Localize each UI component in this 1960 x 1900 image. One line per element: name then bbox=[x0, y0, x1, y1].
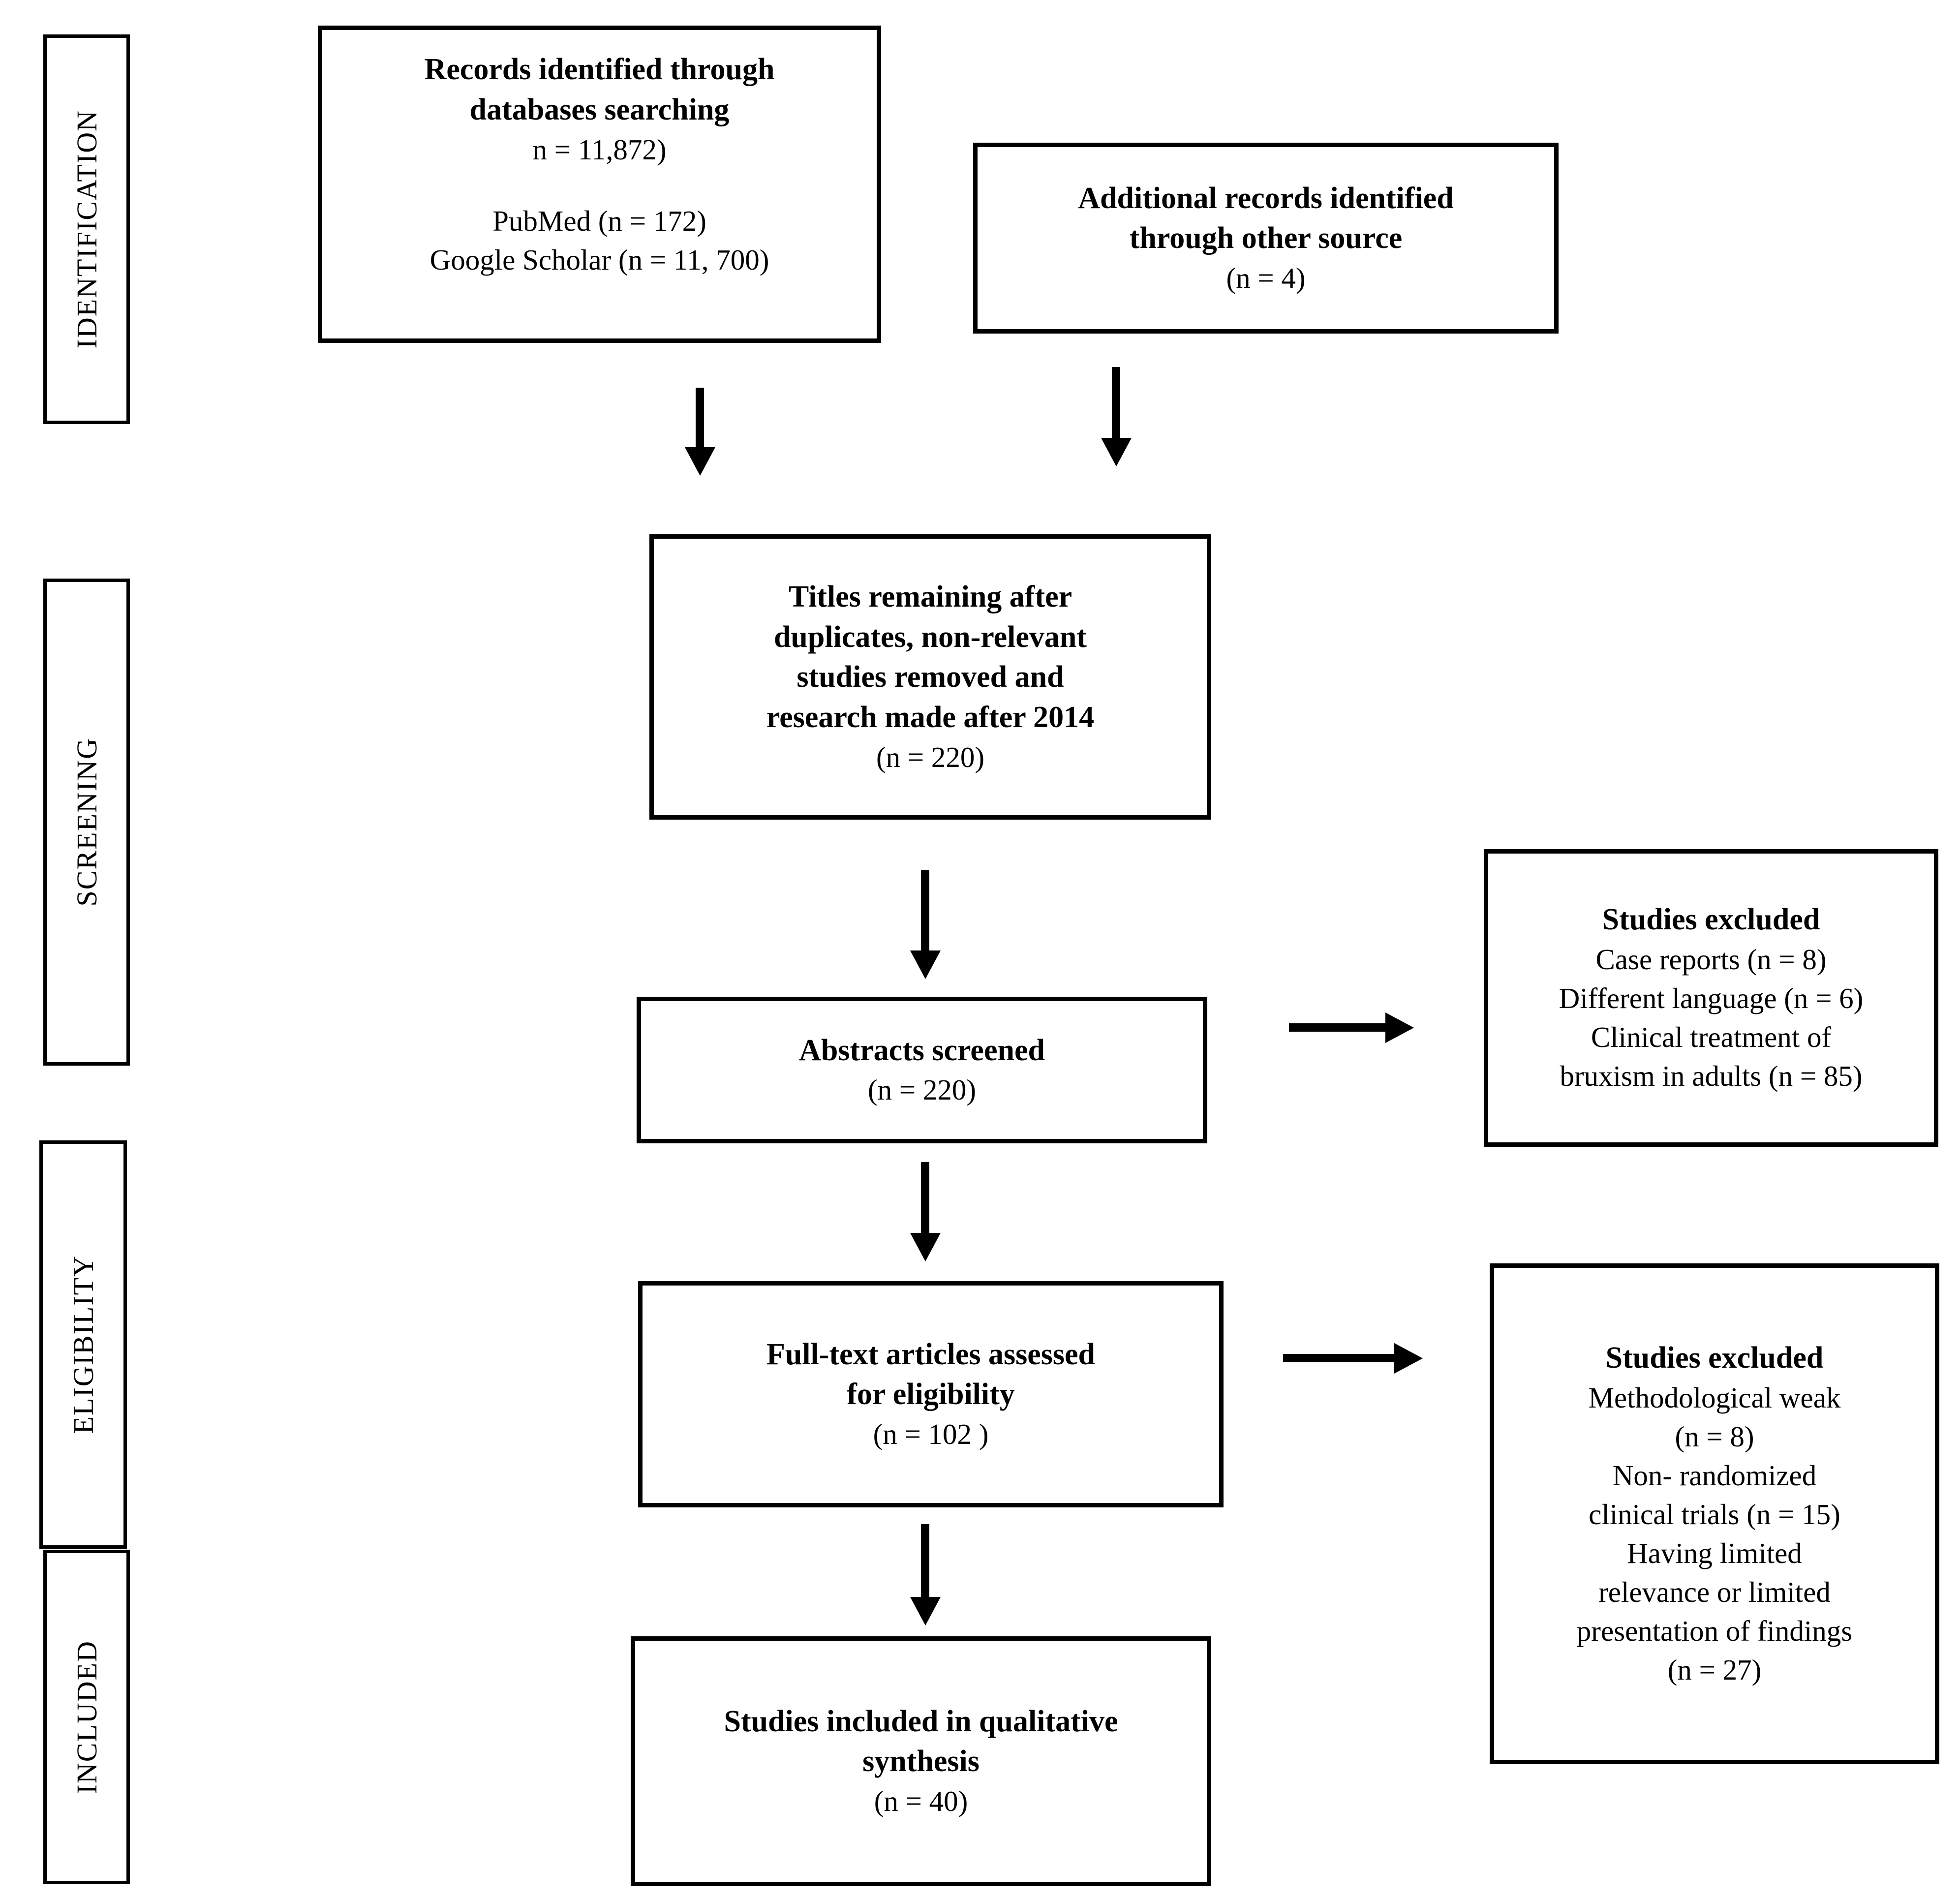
excluded-eligibility-line4: clinical trials (n = 15) bbox=[1589, 1498, 1840, 1531]
box-fulltext-assessed bbox=[638, 1281, 1224, 1507]
stage-identification-label: IDENTIFICATION bbox=[70, 110, 103, 349]
down-arrow-records-to-titles bbox=[696, 388, 704, 449]
excluded-screening-title: Studies excluded bbox=[1602, 903, 1820, 937]
included-count: (n = 40) bbox=[874, 1785, 968, 1818]
excluded-screening-line3: Clinical treatment of bbox=[1591, 1021, 1832, 1054]
right-arrow-fulltext-to-excluded bbox=[1283, 1354, 1396, 1362]
fulltext-title-line2: for eligibility bbox=[847, 1378, 1015, 1411]
records-count: n = 11,872) bbox=[532, 133, 667, 166]
excluded-eligibility-line3: Non- randomized bbox=[1612, 1459, 1817, 1492]
titles-title-line4: research made after 2014 bbox=[766, 701, 1095, 735]
additional-title-line1: Additional records identified bbox=[1078, 181, 1454, 215]
excluded-eligibility-line8: (n = 27) bbox=[1667, 1654, 1762, 1686]
excluded-eligibility-line5: Having limited bbox=[1627, 1536, 1802, 1569]
additional-title-line2: through other source bbox=[1129, 221, 1403, 255]
right-arrow-abstracts-to-excluded bbox=[1289, 1023, 1387, 1032]
down-arrow-fulltext-to-included bbox=[921, 1524, 929, 1599]
excluded-eligibility-title: Studies excluded bbox=[1605, 1341, 1824, 1375]
included-title-line1: Studies included in qualitative bbox=[724, 1704, 1118, 1738]
included-title-line2: synthesis bbox=[862, 1745, 980, 1778]
stage-identification bbox=[43, 34, 130, 424]
stage-eligibility bbox=[39, 1140, 127, 1549]
records-source-google-scholar: Google Scholar (n = 11, 700) bbox=[429, 243, 769, 276]
fulltext-title-line1: Full-text articles assessed bbox=[766, 1337, 1096, 1371]
titles-title-line2: duplicates, non-relevant bbox=[773, 620, 1087, 654]
down-arrow-titles-to-abstracts bbox=[921, 870, 929, 952]
down-arrow-additional-to-titles bbox=[1112, 367, 1120, 440]
box-additional-records bbox=[973, 143, 1559, 334]
fulltext-count: (n = 102 ) bbox=[873, 1418, 989, 1451]
abstracts-title: Abstracts screened bbox=[799, 1033, 1045, 1067]
box-studies-excluded-eligibility bbox=[1490, 1263, 1939, 1764]
additional-count: (n = 4) bbox=[1226, 262, 1306, 295]
excluded-screening-line1: Case reports (n = 8) bbox=[1595, 943, 1827, 976]
records-title-line1: Records identified through bbox=[424, 53, 775, 86]
titles-title-line1: Titles remaining after bbox=[788, 580, 1072, 613]
excluded-eligibility-line6: relevance or limited bbox=[1598, 1575, 1831, 1608]
down-arrow-abstracts-to-fulltext bbox=[921, 1162, 929, 1235]
stage-screening bbox=[43, 579, 130, 1066]
stage-eligibility-label: ELIGIBILITY bbox=[67, 1255, 99, 1434]
box-studies-included bbox=[631, 1636, 1211, 1886]
titles-title-line3: studies removed and bbox=[796, 660, 1064, 694]
excluded-screening-line2: Different language (n = 6) bbox=[1559, 982, 1864, 1015]
excluded-screening-line4: bruxism in adults (n = 85) bbox=[1560, 1060, 1863, 1093]
box-studies-excluded-screening bbox=[1484, 849, 1938, 1147]
records-source-pubmed: PubMed (n = 172) bbox=[492, 204, 706, 237]
box-records-identified bbox=[318, 26, 881, 343]
stage-included bbox=[43, 1550, 130, 1884]
excluded-eligibility-line2: (n = 8) bbox=[1675, 1420, 1754, 1453]
excluded-eligibility-line7: presentation of findings bbox=[1576, 1615, 1853, 1647]
box-titles-remaining bbox=[649, 534, 1211, 820]
stage-screening-label: SCREENING bbox=[70, 737, 103, 907]
excluded-eligibility-line1: Methodological weak bbox=[1588, 1381, 1841, 1414]
box-abstracts-screened bbox=[637, 997, 1207, 1143]
titles-count: (n = 220) bbox=[876, 741, 985, 774]
records-title-line2: databases searching bbox=[469, 92, 730, 126]
stage-included-label: INCLUDED bbox=[70, 1640, 103, 1794]
abstracts-count: (n = 220) bbox=[867, 1073, 977, 1106]
